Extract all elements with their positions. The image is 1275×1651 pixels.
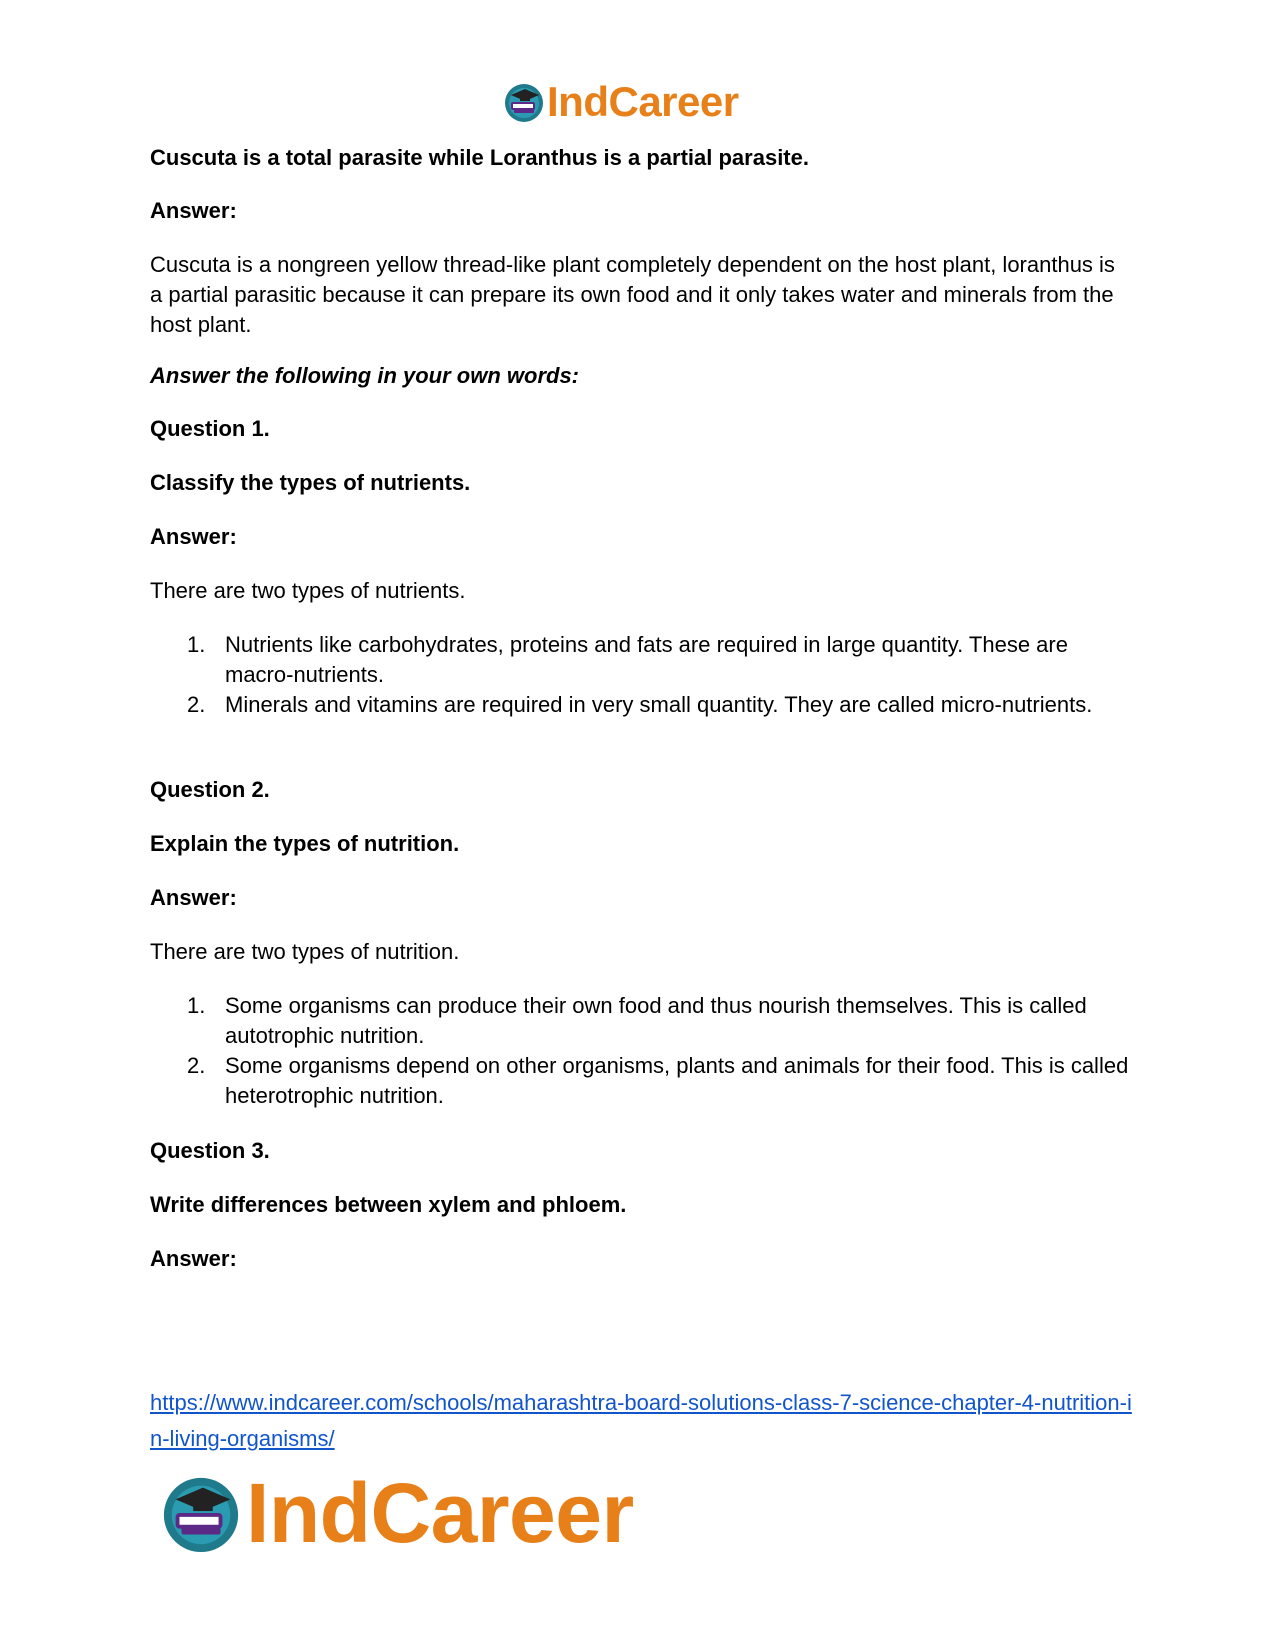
list-item: 2. Minerals and vitamins are required in very small quantity. They are called micro-nutrients. xyxy=(187,692,1093,717)
question-2-label: Question 2. xyxy=(150,777,270,802)
logo-wordmark: IndCareer xyxy=(547,78,739,125)
answer-paragraph: Cuscuta is a nongreen yellow thread-like plant completely dependent on the host plant, loranthus is a partial parasitic because it can prepare its own food and it only takes water and minerals from the host plant. xyxy=(150,252,1115,337)
question-2-answer-label: Answer: xyxy=(150,885,237,910)
graduation-cap-book-icon xyxy=(160,1472,242,1554)
statement-heading: Cuscuta is a total parasite while Loranthus is a partial parasite. xyxy=(150,145,809,170)
question-2-answer-list xyxy=(150,991,1130,1111)
source-url-link[interactable]: https://www.indcareer.com/schools/maharashtra-board-solutions-class-7-science-chapter-4-nutrition-in-living-organisms/ xyxy=(150,1390,1132,1451)
list-item: 2. Some organisms depend on other organisms, plants and animals for their food. This is called heterotrophic nutrition. xyxy=(187,1053,1129,1108)
question-1-text: Classify the types of nutrients. xyxy=(150,470,471,495)
graduation-cap-book-icon xyxy=(503,81,545,123)
question-3-text: Write differences between xylem and phloem. xyxy=(150,1192,627,1217)
list-item: 1. Some organisms can produce their own food and thus nourish themselves. This is called autotrophic nutrition. xyxy=(187,993,1087,1048)
question-2-answer-intro: There are two types of nutrition. xyxy=(150,939,460,964)
logo-wordmark: IndCareer xyxy=(246,1465,634,1560)
list-item: 1. Nutrients like carbohydrates, proteins and fats are required in large quantity. These are macro-nutrients. xyxy=(187,632,1068,687)
question-1-label: Question 1. xyxy=(150,416,270,441)
question-1-answer-intro: There are two types of nutrients. xyxy=(150,578,466,603)
question-2-text: Explain the types of nutrition. xyxy=(150,831,460,856)
question-1-answer-list xyxy=(150,630,1130,720)
section-heading: Answer the following in your own words: xyxy=(150,363,579,388)
question-3-label: Question 3. xyxy=(150,1138,270,1163)
indcareer-logo-bottom xyxy=(160,1465,634,1560)
indcareer-logo-top xyxy=(503,80,739,124)
question-3-answer-label: Answer: xyxy=(150,1246,237,1271)
question-1-answer-label: Answer: xyxy=(150,524,237,549)
answer-label: Answer: xyxy=(150,198,237,223)
